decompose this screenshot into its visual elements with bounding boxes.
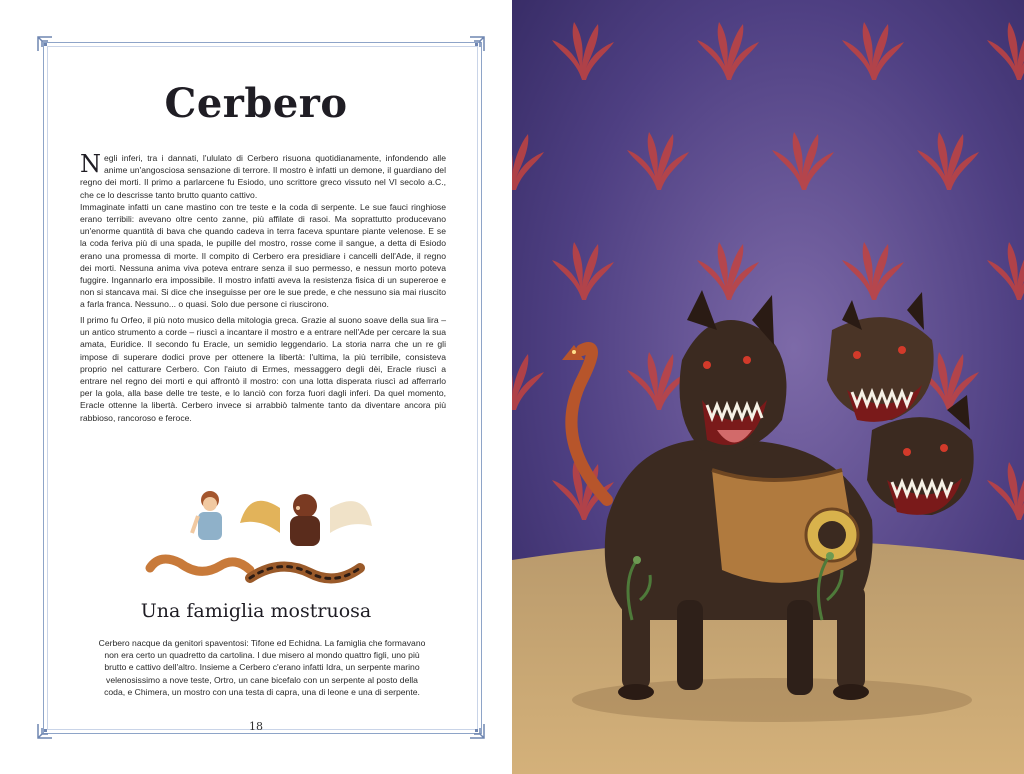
corner-ornament-icon [468, 35, 486, 53]
right-page-illustration [512, 0, 1024, 774]
intro-paragraph-text: egli inferi, tra i dannati, l'ululato di Cerbero risuona quotidianamente, infondendo alle anime un'angosciosa sensazione di terrore. Il mostro è infatti un demone, il guardiano del regno dei morti. Il primo a parlarcene fu Esiodo, uno scrittore greco vissuto nel VI secolo a.C., che ce lo descrisse tanto brutto quanto cattivo. [80, 153, 446, 200]
winged-figures-illustration [140, 478, 380, 590]
intro-paragraph [80, 152, 446, 311]
page-title: Cerbero [164, 80, 348, 127]
description-paragraph-text: Immaginate infatti un cane mastino con tre teste e la coda di serpente. Le sue fauci ringhiose erano terribili: avevano oltre cento zanne, più affilate di rasoi. Ma soprattutto producevano un'enorme quantità di bava che quando cadeva in terra faceva spuntare piante velenose. E se la coda feriva più di una spada, le pupille del mostro, rosse come il sangue, a detta di Esiodo erano una promessa di morte. Il compito di Cerbero era presidiare i cancelli dell'Ade, il regno dei morti. Nessuna anima viva poteva entrare senza il suo permesso, e nessun morto poteva fuggire. Ingannarlo era impossibile. Il mostro infatti aveva la resistenza fisica di un supereroe e non si stancava mai. Si dice che inseguisse per ore le sue prede, e che nessuno sia mai riuscito a farla franca. Nessuno... o quasi. Solo due persone ci riuscirono. [80, 201, 446, 310]
corner-ornament-icon [36, 35, 54, 53]
drop-cap: N [80, 150, 101, 178]
family-paragraph: Cerbero nacque da genitori spaventosi: Tifone ed Echidna. La famiglia che formavano non era certo un quadretto da cartolina. I due misero al mondo quattro figli, uno più brutto e cattivo dell'altro. Insieme a Cerbero c'erano infatti Idra, un serpente marino velenosissimo a nove teste, Ortro, un cane bicefalo con un serpente al posto della coda, e Chimera, un mostro con una testa di capra, una di leone e una di serpente. [98, 638, 426, 697]
page-number: 18 [249, 720, 263, 733]
orfeo-eracle-paragraph: Il primo fu Orfeo, il più noto musico della mitologia greca. Grazie al suono soave della sua lira – un antico strumento a corde – riuscì a incantare il mostro e a entrare nell'Ade per cercare la sua amata, Euridice. Il secondo fu Eracle, un semidio leggendario. La storia narra che un re gli impose di superare dodici prove per ottenere la libertà: l'ultima, la più terribile, consisteva proprio nel catturare Cerbero. Con l'aiuto di Ermes, messaggero degli dèi, Eracle riuscì a entrare nel regno dei morti e qui affrontò il mostro: con una lotta disperata riuscì ad afferrarlo per la gola, alla base delle tre teste, e lo lanciò con forza fuori dagli inferi. Da quel momento, Eracle ottenne la libertà. Cerbero invece si arrabbiò talmente tanto da diventare ancora più rabbioso, rancoroso e feroce. [80, 315, 446, 423]
section-subtitle: Una famiglia mostruosa [140, 600, 372, 622]
cerberus-illustration [512, 0, 1024, 774]
